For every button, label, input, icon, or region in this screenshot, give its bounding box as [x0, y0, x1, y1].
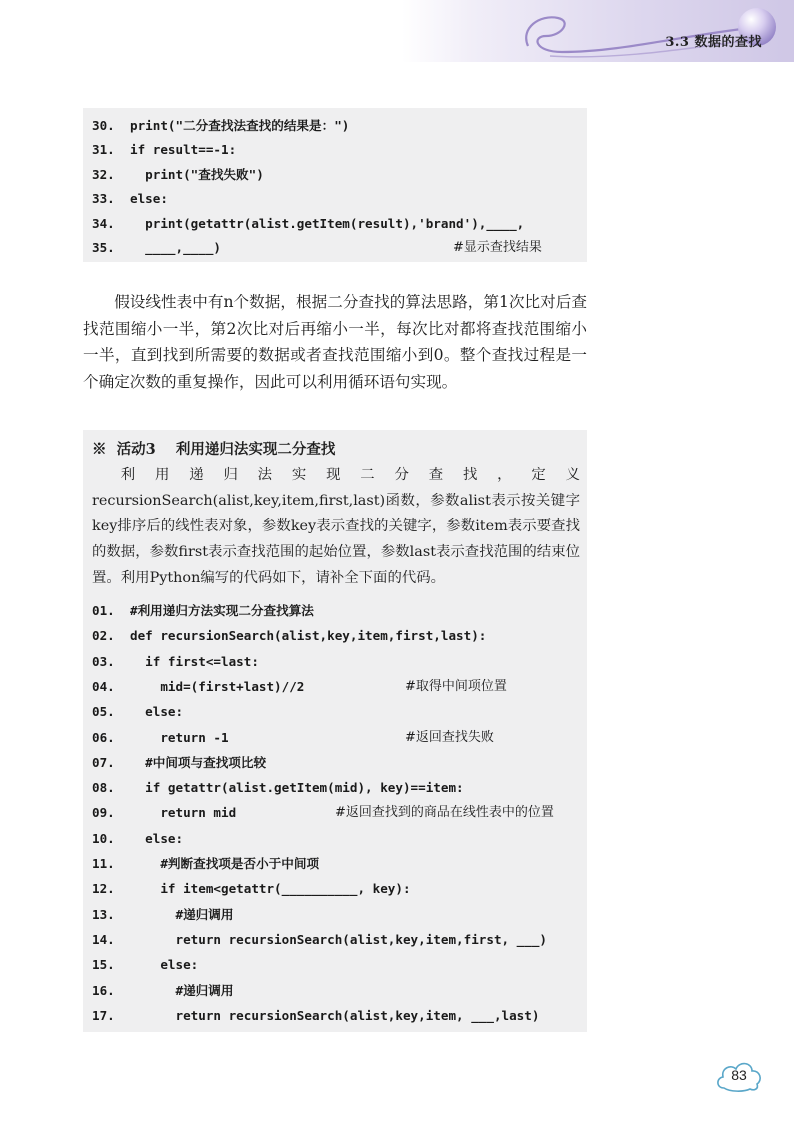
code-line [92, 780, 464, 796]
code-line-number: 33. [92, 191, 115, 207]
code-line [92, 240, 221, 256]
code-line-number: 32. [92, 166, 115, 182]
code-line [92, 167, 264, 183]
code-line-text: return -1 [130, 729, 229, 745]
code-line [92, 957, 198, 973]
code-line-comment: #取得中间项位置 [405, 678, 507, 694]
code-line-text: return mid [130, 805, 237, 821]
code-line-text: else: [130, 704, 184, 720]
code-line [92, 983, 233, 999]
code-line-text: if item<getattr(__________, key): [130, 881, 411, 897]
activity-description: 利用递归法实现二分查找，定义recursionSearch(alist,key,item,first,last)函数，参数alist表示按关键字key排序后的线性表对象，参数key表示查找的关键字，参数item表示要查找的数据，参数first表示查找范围的起始位置，参数last表示查找范围的结束位置。利用Python编写的代码如下，请补全下面的代码。 [92, 467, 580, 586]
code-line-text: #递归调用 [130, 906, 234, 922]
code-line [92, 730, 229, 746]
code-line [92, 831, 183, 847]
code-line-number: 03. [92, 653, 115, 669]
code-line-text: if first<=last: [130, 653, 259, 669]
code-line-text: if getattr(alist.getItem(mid), key)==item: [130, 780, 464, 796]
code-line-number: 05. [92, 704, 115, 720]
code-line-number: 11. [92, 856, 115, 871]
code-line-text: def recursionSearch(alist,key,item,first,last): [130, 628, 487, 644]
code-line-text: print("二分查找法查找的结果是：") [130, 118, 350, 133]
code-line [92, 704, 183, 720]
code-line-number: 09. [92, 805, 115, 821]
code-line [92, 755, 266, 771]
code-line-text: mid=(first+last)//2 [130, 678, 305, 694]
code-line-text: else: [130, 957, 199, 973]
code-line-number: 01. [92, 603, 115, 618]
code-line-number: 08. [92, 780, 115, 796]
code-line [92, 856, 319, 872]
code-line-number: 13. [92, 906, 115, 922]
code-line-text: else: [130, 191, 168, 207]
code-line [92, 881, 411, 897]
code-block-1 [83, 108, 587, 262]
page-number: 83 [731, 1067, 747, 1083]
code-line [92, 805, 236, 821]
code-line-number: 34. [92, 215, 115, 231]
code-line-text: return recursionSearch(alist,key,item, ___,last) [130, 1007, 540, 1023]
code-line [92, 142, 236, 158]
code-line-comment: #返回查找失败 [405, 729, 494, 745]
code-line [92, 216, 524, 232]
code-line-text: #利用递归方法实现二分查找算法 [130, 603, 314, 618]
code-line-text: print(getattr(alist.getItem(result),'brand'),____, [130, 215, 525, 231]
code-line [92, 654, 259, 670]
code-line-number: 04. [92, 678, 115, 694]
code-line [92, 1008, 539, 1024]
code-line-text: #判断查找项是否小于中间项 [130, 856, 320, 871]
code-line-text: return recursionSearch(alist,key,item,first, ___) [130, 931, 548, 947]
code-line-number: 16. [92, 982, 115, 998]
code-line-comment: #返回查找到的商品在线性表中的位置 [335, 805, 554, 821]
code-line-number: 15. [92, 957, 115, 973]
code-line [92, 907, 233, 923]
code-line-text: if result==-1: [130, 142, 237, 158]
code-line [92, 118, 349, 134]
code-line-number: 17. [92, 1007, 115, 1023]
code-line-text: #递归调用 [130, 982, 234, 998]
body-paragraph: 假设线性表中有n个数据，根据二分查找的算法思路，第1次比对后查找范围缩小一半，第2次比对后再缩小一半，每次比对都将查找范围缩小一半，直到找到所需要的数据或者查找范围缩小到0。整个查找过程是一个确定次数的重复操作，因此可以利用循环语句实现。 [83, 293, 587, 391]
code-line-text: #中间项与查找项比较 [130, 754, 267, 770]
code-line-text: ____,____) [130, 240, 221, 255]
code-line-number: 07. [92, 754, 115, 770]
code-line-text: print("查找失败") [130, 166, 264, 182]
code-line-comment: #显示查找结果 [453, 240, 542, 255]
code-line-number: 35. [92, 240, 115, 255]
activity-heading: ※ 活动3 利用递归法实现二分查找 [92, 441, 336, 458]
code-line-number: 02. [92, 628, 115, 644]
code-line [92, 603, 314, 619]
code-line-number: 31. [92, 142, 115, 158]
code-line [92, 628, 486, 644]
code-line-number: 10. [92, 830, 115, 846]
code-line-number: 06. [92, 729, 115, 745]
section-title: 3.3 数据的查找 [665, 35, 762, 50]
code-line-number: 14. [92, 931, 115, 947]
code-line [92, 191, 168, 207]
code-line-number: 30. [92, 118, 115, 133]
code-line [92, 932, 547, 948]
code-line-text: else: [130, 830, 184, 846]
code-line [92, 679, 304, 695]
code-line-number: 12. [92, 881, 115, 897]
activity-box [83, 430, 587, 1032]
